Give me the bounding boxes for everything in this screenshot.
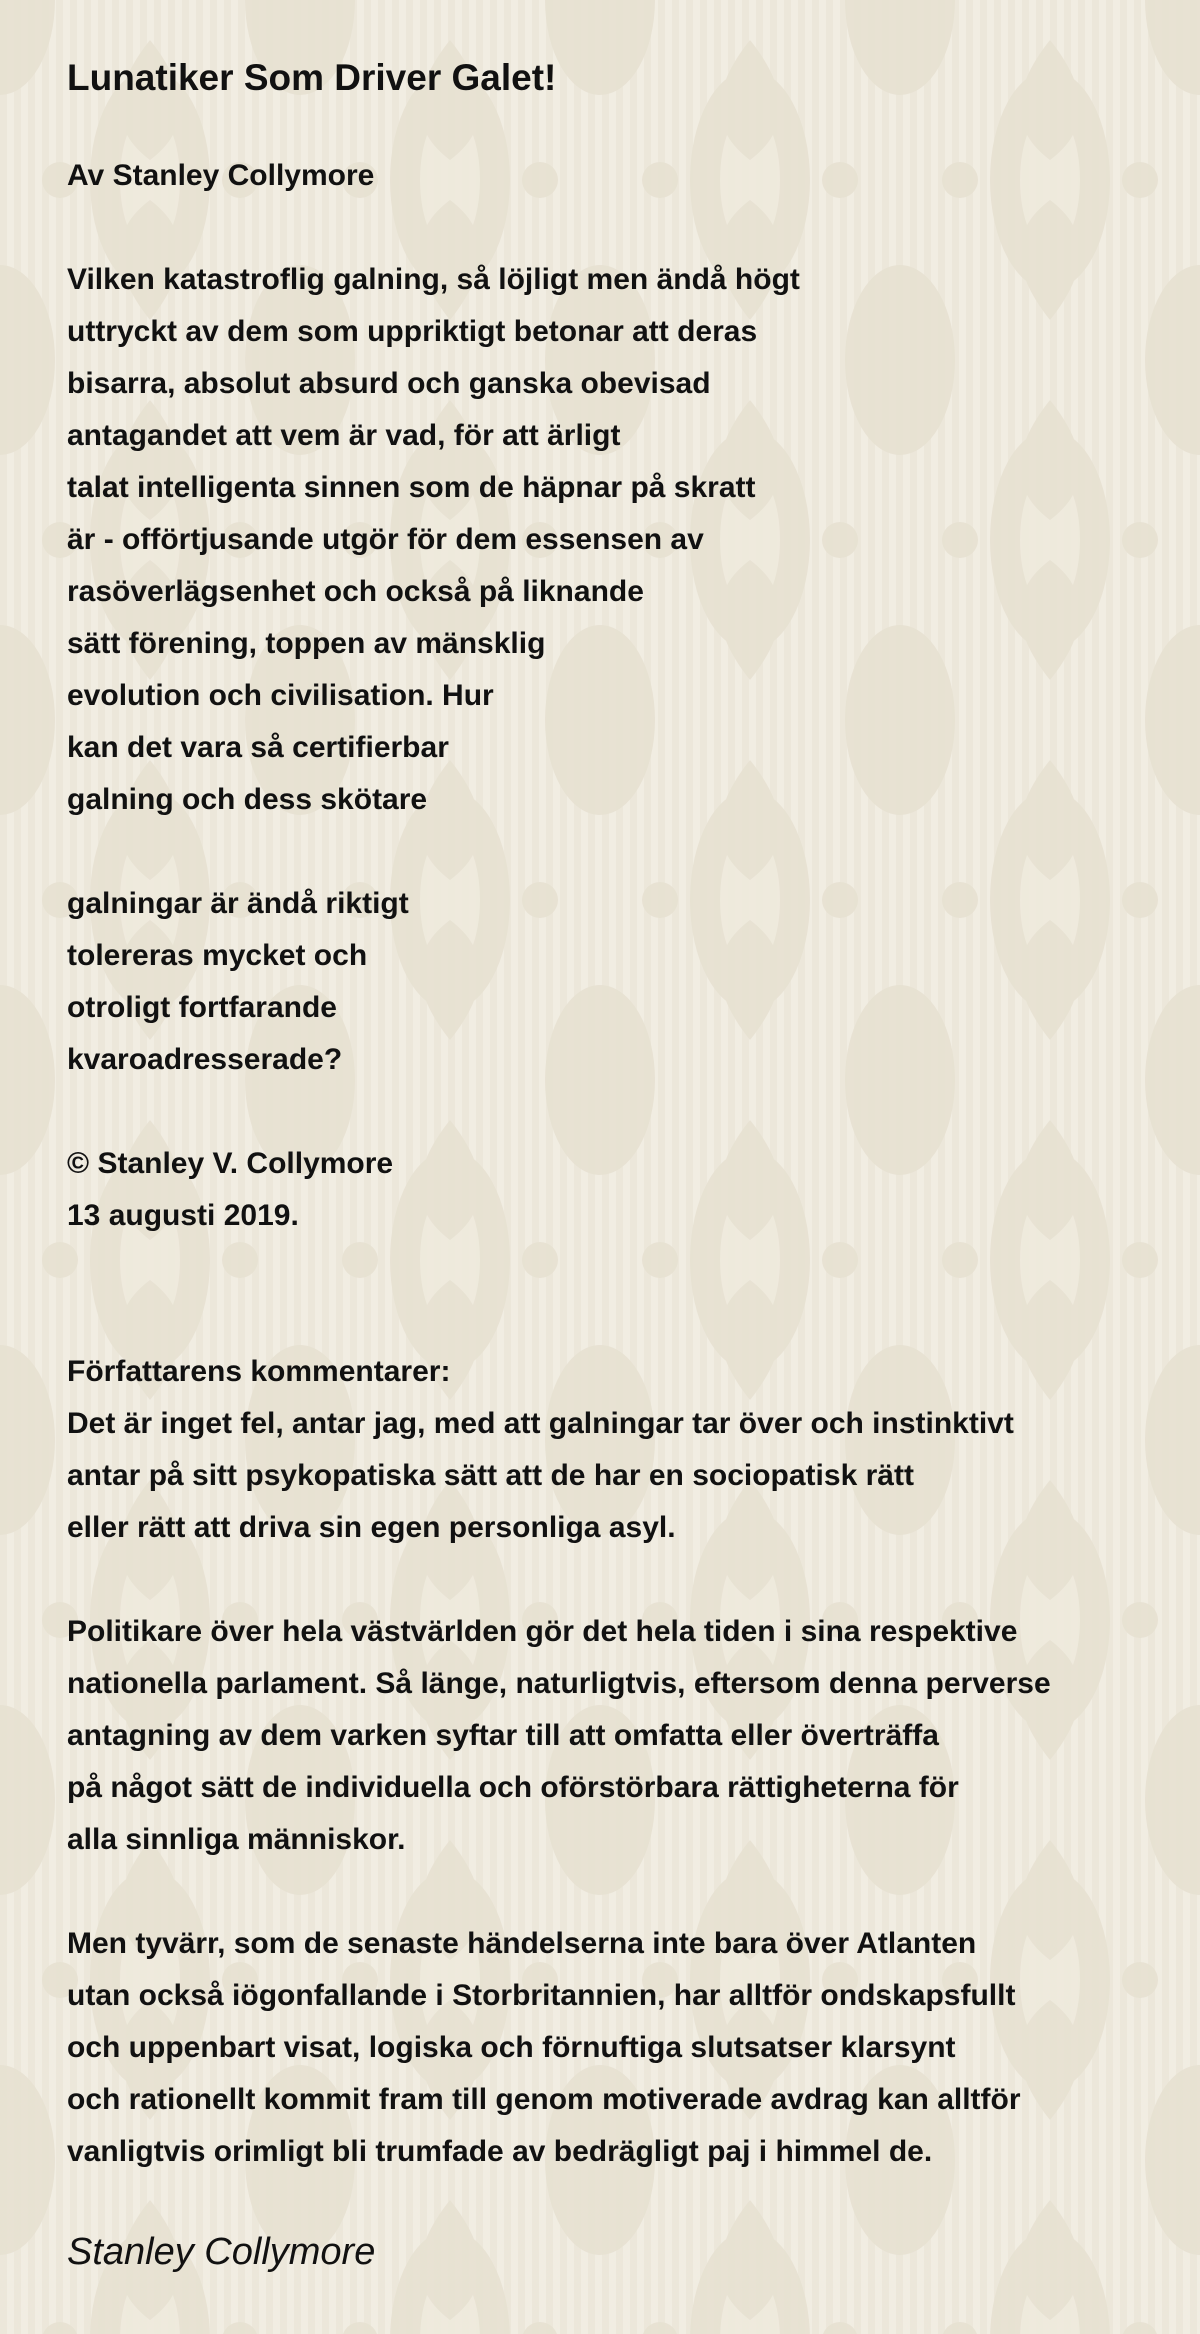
comments-paragraph-2 bbox=[67, 1606, 1177, 1866]
poem-line: evolution och civilisation. Hur bbox=[67, 679, 494, 712]
comment-line: utan också iögonfallande i Storbritannien, har alltför ondskapsfullt bbox=[67, 1979, 1016, 2012]
poem-title: Lunatiker Som Driver Galet! bbox=[67, 57, 557, 98]
comment-line: alla sinnliga människor. bbox=[67, 1823, 406, 1856]
copyright-line: © Stanley V. Collymore bbox=[67, 1147, 394, 1180]
comment-line: antagning av dem varken syftar till att omfatta eller överträffa bbox=[67, 1719, 939, 1752]
comments-paragraph-3 bbox=[67, 1918, 1177, 2178]
poem-line: uttryckt av dem som uppriktigt betonar att deras bbox=[67, 315, 758, 348]
comment-line: vanligtvis orimligt bli trumfade av bedrägligt paj i himmel de. bbox=[67, 2135, 933, 2168]
poem-line: talat intelligenta sinnen som de häpnar på skratt bbox=[67, 471, 756, 504]
comment-line: eller rätt att driva sin egen personliga asyl. bbox=[67, 1511, 676, 1544]
comment-line: på något sätt de individuella och oförstörbara rättigheterna för bbox=[67, 1771, 959, 1804]
poem-line: galning och dess skötare bbox=[67, 783, 428, 816]
stanza-2 bbox=[67, 878, 1177, 1086]
poem-line: är - offörtjusande utgör för dem essensen av bbox=[67, 523, 704, 556]
comment-line: antar på sitt psykopatiska sätt att de har en sociopatisk rätt bbox=[67, 1459, 914, 1492]
stanza-1 bbox=[67, 254, 1177, 826]
poem-line: otroligt fortfarande bbox=[67, 991, 337, 1024]
comments-paragraph-1 bbox=[67, 1398, 1177, 1554]
poem-body bbox=[67, 254, 1177, 1242]
poem-line: sätt förening, toppen av mänsklig bbox=[67, 627, 546, 660]
poem-line: bisarra, absolut absurd och ganska obevisad bbox=[67, 367, 711, 400]
author-signature: Stanley Collymore bbox=[67, 2231, 376, 2273]
poem-page bbox=[67, 52, 1177, 2278]
poem-line: Vilken katastroflig galning, så löjligt men ändå högt bbox=[67, 263, 800, 296]
comment-line: och rationellt kommit fram till genom motiverade avdrag kan alltför bbox=[67, 2083, 1021, 2116]
poem-line: kvaroadresserade? bbox=[67, 1043, 343, 1076]
comment-line: Det är inget fel, antar jag, med att galningar tar över och instinktivt bbox=[67, 1407, 1014, 1440]
poem-line: rasöverlägsenhet och också på liknande bbox=[67, 575, 644, 608]
comment-line: och uppenbart visat, logiska och förnuftiga slutsatser klarsynt bbox=[67, 2031, 956, 2064]
comment-line: nationella parlament. Så länge, naturligtvis, eftersom denna perverse bbox=[67, 1667, 1051, 1700]
author-comments bbox=[67, 1346, 1177, 2178]
poem-byline: Av Stanley Collymore bbox=[67, 159, 375, 192]
poem-line: galningar är ändå riktigt bbox=[67, 887, 409, 920]
comments-heading: Författarens kommentarer: bbox=[67, 1355, 451, 1388]
comment-line: Politikare över hela västvärlden gör det hela tiden i sina respektive bbox=[67, 1615, 1018, 1648]
poem-line: kan det vara så certifierbar bbox=[67, 731, 449, 764]
poem-date: 13 augusti 2019. bbox=[67, 1199, 299, 1232]
poem-line: antagandet att vem är vad, för att ärligt bbox=[67, 419, 621, 452]
poem-line: tolereras mycket och bbox=[67, 939, 368, 972]
comment-line: Men tyvärr, som de senaste händelserna inte bara över Atlanten bbox=[67, 1927, 977, 1960]
